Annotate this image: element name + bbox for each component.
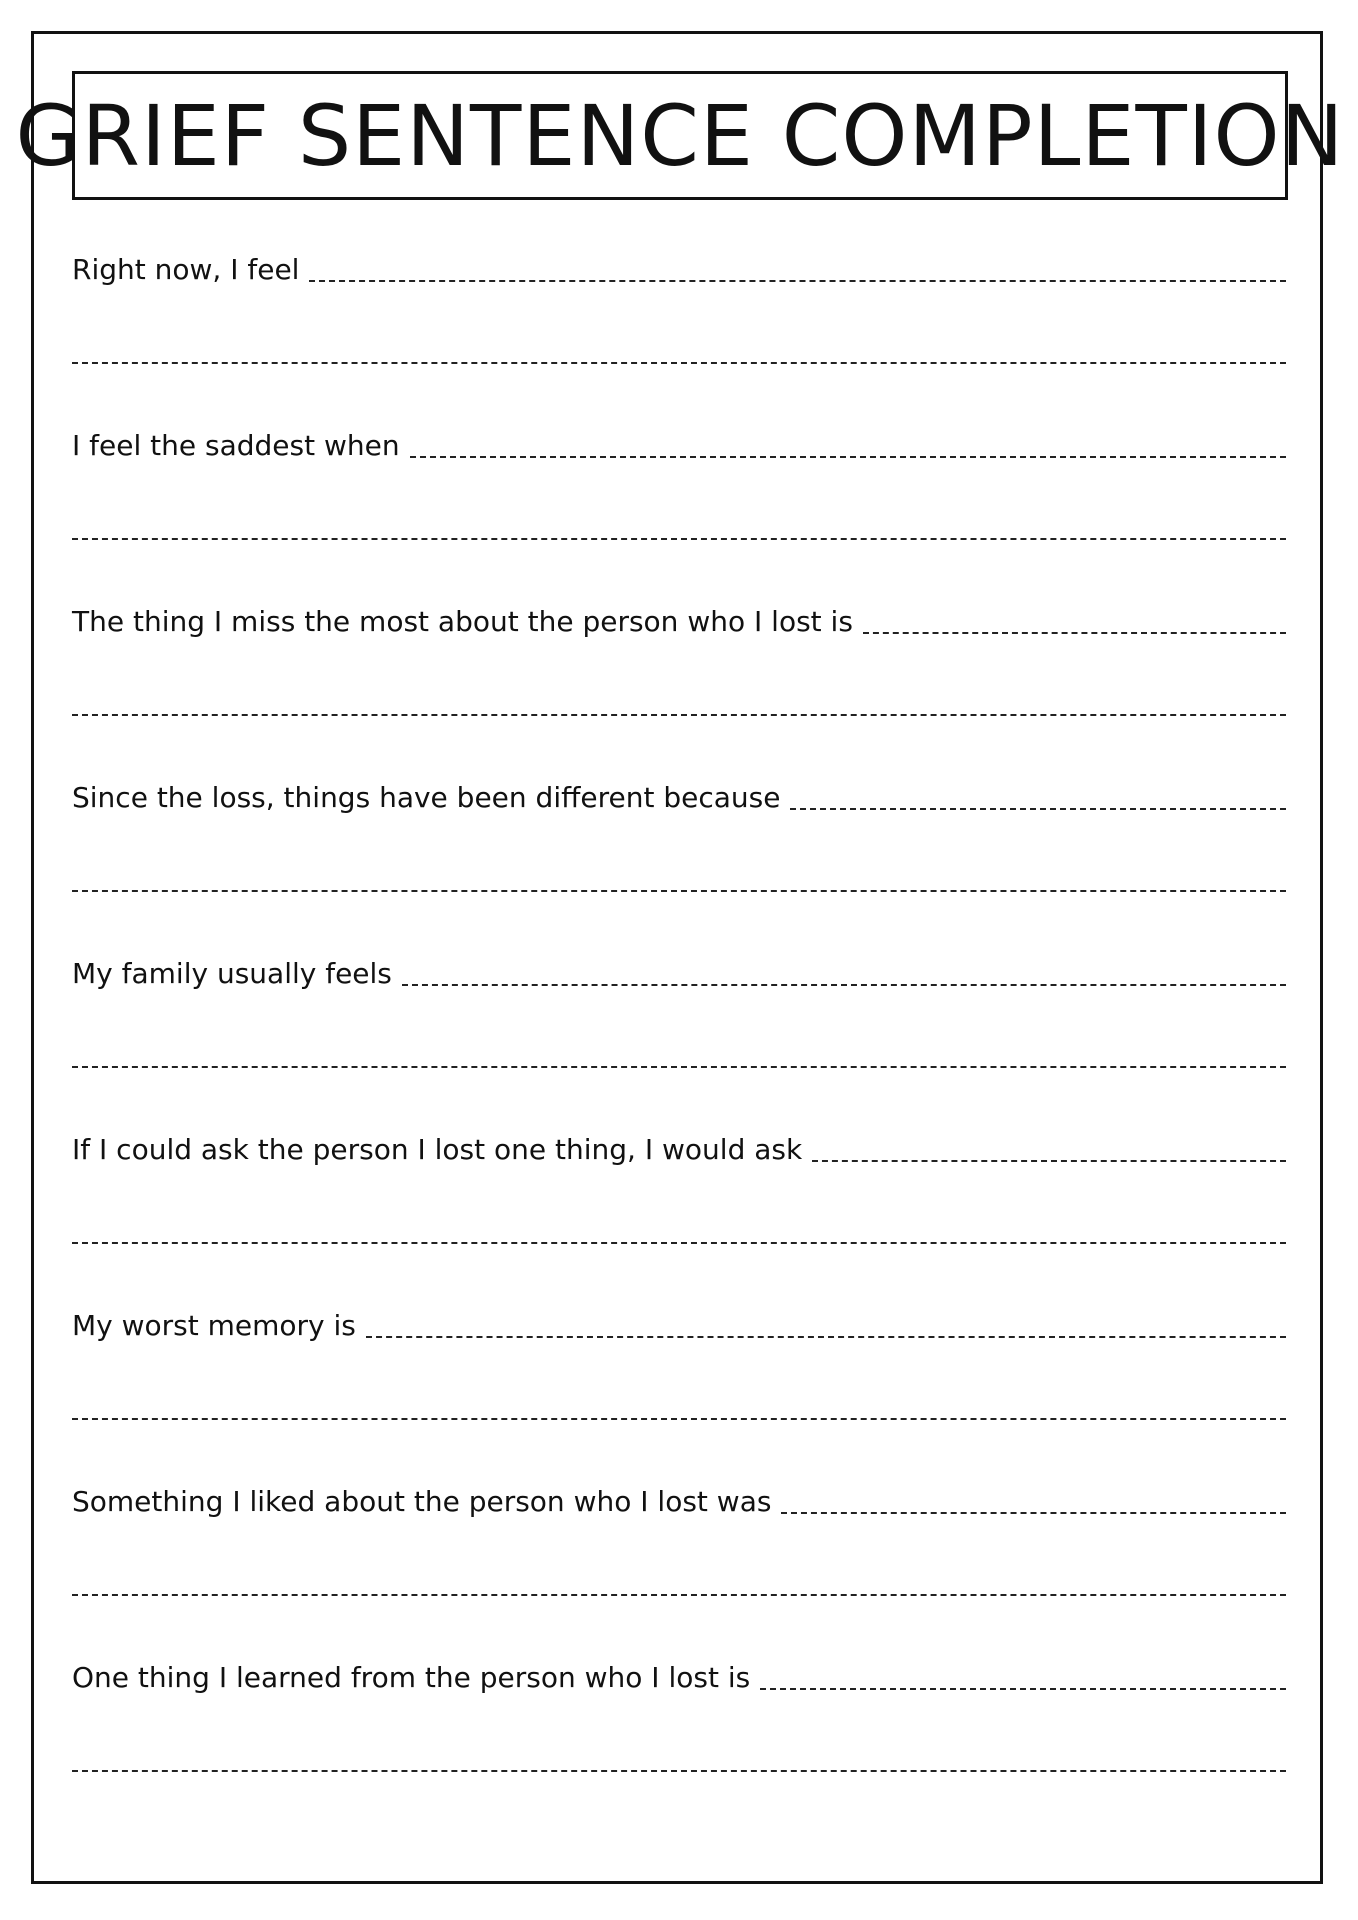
prompt-item [72, 250, 1286, 426]
answer-line-continuation[interactable] [72, 1770, 1286, 1772]
answer-line[interactable] [410, 456, 1286, 458]
prompt-item [72, 602, 1286, 778]
answer-line-continuation[interactable] [72, 362, 1286, 364]
answer-line[interactable] [309, 280, 1286, 282]
answer-line[interactable] [402, 984, 1286, 986]
answer-line-continuation[interactable] [72, 1066, 1286, 1068]
prompt-item [72, 426, 1286, 602]
answer-line[interactable] [790, 808, 1286, 810]
prompt-label: If I could ask the person I lost one thing, I would ask [72, 1133, 803, 1166]
prompt-list [72, 250, 1286, 1834]
prompt-label: The thing I miss the most about the person who I lost is [72, 605, 853, 638]
answer-line-continuation[interactable] [72, 1242, 1286, 1244]
title-box [15, 71, 1345, 200]
answer-line-continuation[interactable] [72, 1594, 1286, 1596]
answer-line-continuation[interactable] [72, 1418, 1286, 1420]
answer-line[interactable] [812, 1160, 1286, 1162]
prompt-item [72, 954, 1286, 1130]
answer-line-continuation[interactable] [72, 714, 1286, 716]
answer-line[interactable] [366, 1336, 1286, 1338]
answer-line[interactable] [863, 632, 1286, 634]
prompt-item [72, 1482, 1286, 1658]
prompt-label: Since the loss, things have been different because [72, 781, 781, 814]
page-title: GRIEF SENTENCE COMPLETION [15, 86, 1345, 185]
answer-line-continuation[interactable] [72, 890, 1286, 892]
prompt-label: My worst memory is [72, 1309, 356, 1342]
answer-line[interactable] [781, 1512, 1286, 1514]
prompt-item [72, 1658, 1286, 1834]
prompt-item [72, 778, 1286, 954]
prompt-label: I feel the saddest when [72, 429, 400, 462]
answer-line-continuation[interactable] [72, 538, 1286, 540]
prompt-item [72, 1130, 1286, 1306]
answer-line[interactable] [760, 1688, 1286, 1690]
prompt-label: My family usually feels [72, 957, 392, 990]
prompt-item [72, 1306, 1286, 1482]
prompt-label: One thing I learned from the person who I lost is [72, 1661, 751, 1694]
prompt-label: Right now, I feel [72, 253, 300, 286]
prompt-label: Something I liked about the person who I lost was [72, 1485, 772, 1518]
